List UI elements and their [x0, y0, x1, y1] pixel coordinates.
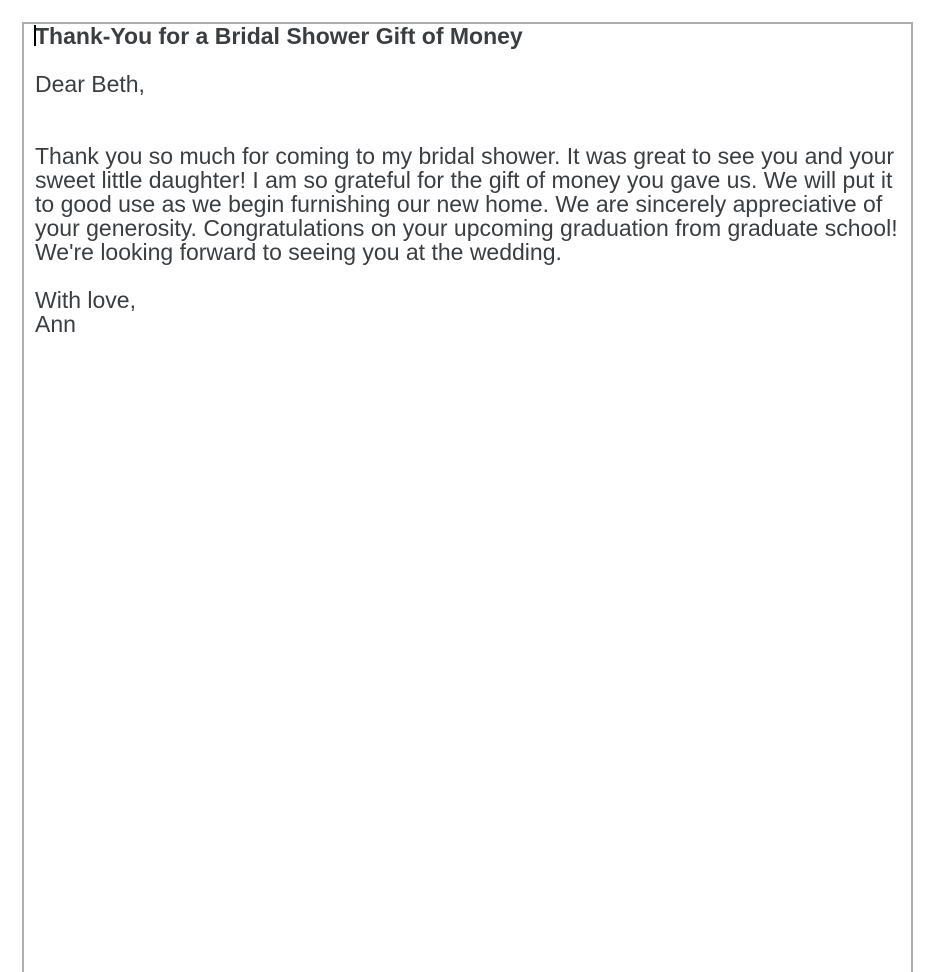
- letter-body-line: your generosity. Congratulations on your upcoming graduation from graduate school!: [35, 215, 898, 241]
- letter-text-editor[interactable]: [22, 22, 913, 972]
- letter-signature: Ann: [35, 311, 76, 337]
- letter-closing: With love,: [35, 287, 136, 313]
- letter-body-line: We're looking forward to seeing you at the wedding.: [35, 239, 562, 265]
- letter-body-line: sweet little daughter! I am so grateful for the gift of money you gave us. We will put it: [35, 167, 893, 193]
- letter-title: Thank-You for a Bridal Shower Gift of Money: [35, 23, 523, 49]
- letter-body-line: Thank you so much for coming to my bridal shower. It was great to see you and your: [35, 143, 895, 169]
- letter-salutation: Dear Beth,: [35, 71, 145, 97]
- text-cursor: [34, 25, 36, 46]
- letter-body-line: to good use as we begin furnishing our new home. We are sincerely appreciative of: [35, 191, 883, 217]
- letter-body: [35, 144, 900, 264]
